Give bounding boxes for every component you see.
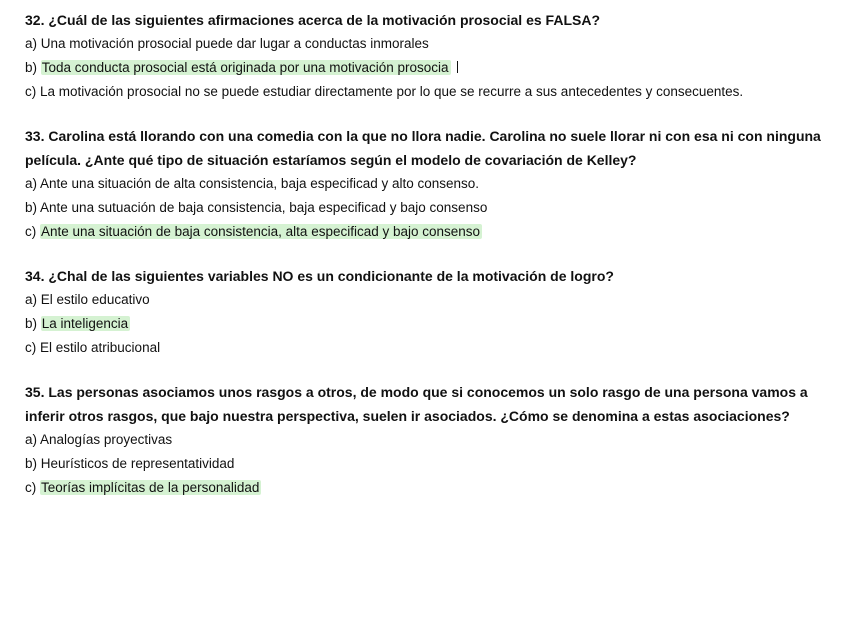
option-a [25,428,840,452]
option-prefix: b) [25,316,38,331]
question-text: 33. Carolina está llorando con una comedia con la que no llora nadie. Carolina no suele llorar ni con esa ni con ninguna película. ¿Ante qué tipo de situación estaríamos según el modelo de covariación de Kelley? [25,128,821,168]
option-b [25,312,840,336]
option-text: Ante una situación de alta consistencia, baja especificad y alto consenso. [40,176,480,191]
question-text: 34. ¿Chal de las siguientes variables NO es un condicionante de la motivación de logro? [25,268,614,284]
option-prefix: a) [25,432,38,447]
option-prefix: c) [25,480,37,495]
option-c [25,80,840,104]
option-b [25,56,840,80]
highlighted-answer[interactable]: Toda conducta prosocial está originada por una motivación prosocia [41,60,449,75]
option-text: El estilo atribucional [40,340,161,355]
option-prefix: b) [25,60,38,75]
option-b [25,452,840,476]
option-text: Ante una sutuación de baja consistencia, baja especificad y bajo consenso [40,200,488,215]
option-prefix: a) [25,36,38,51]
document-body [25,8,840,520]
question-33 [25,124,840,244]
question-text: 32. ¿Cuál de las siguientes afirmaciones acerca de la motivación prosocial es FALSA? [25,12,600,28]
option-text: Analogías proyectivas [40,432,173,447]
option-c [25,220,840,244]
option-prefix: c) [25,340,37,355]
text-cursor [457,61,458,73]
option-prefix: c) [25,224,37,239]
option-text: Heurísticos de representatividad [40,456,235,471]
option-prefix: c) [25,84,37,99]
option-text: Una motivación prosocial puede dar lugar a conductas inmorales [40,36,429,51]
option-prefix: b) [25,200,38,215]
option-text: El estilo educativo [40,292,150,307]
option-text: La motivación prosocial no se puede estudiar directamente por lo que se recurre a sus antecedentes y consecuentes. [40,84,744,99]
highlighted-answer[interactable]: La inteligencia [41,316,129,331]
option-prefix: b) [25,456,38,471]
option-c [25,336,840,360]
option-a [25,288,840,312]
option-prefix: a) [25,292,38,307]
option-prefix: a) [25,176,38,191]
option-b [25,196,840,220]
option-a [25,32,840,56]
option-a [25,172,840,196]
question-34 [25,264,840,360]
question-32 [25,8,840,104]
highlighted-answer[interactable]: Teorías implícitas de la personalidad [41,480,260,495]
question-35 [25,380,840,500]
question-text: 35. Las personas asociamos unos rasgos a otros, de modo que si conocemos un solo rasgo de una persona vamos a inferir otros rasgos, que bajo nuestra perspectiva, suelen ir asociados. ¿Cómo se denomina a estas asociaciones? [25,384,808,424]
option-c [25,476,840,500]
highlighted-answer[interactable]: Ante una situación de baja consistencia, alta especificad y bajo consenso [41,224,481,239]
